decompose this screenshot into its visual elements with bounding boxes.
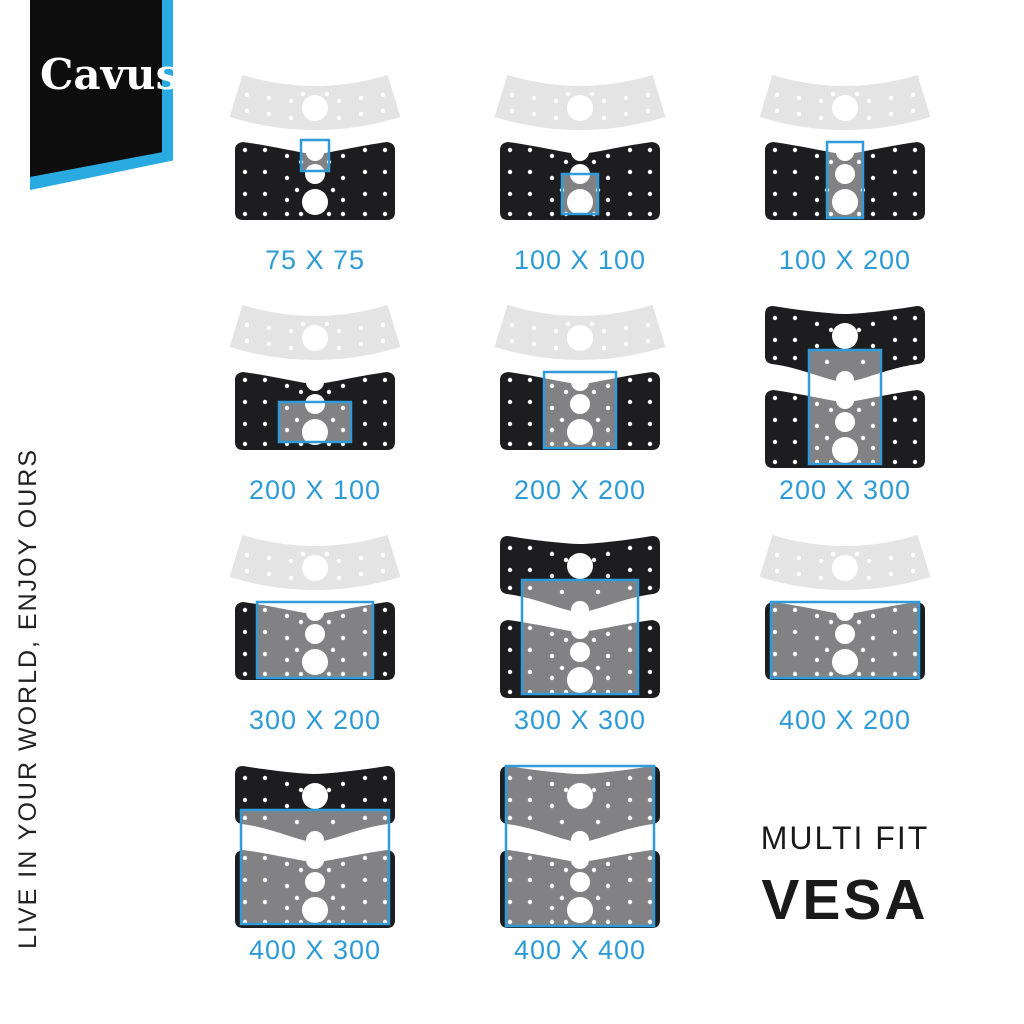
cable-holes [832, 95, 858, 121]
vesa-size-label: 200 X 200 [513, 475, 647, 505]
monitor-plate-top [766, 552, 924, 581]
vesa-size-tile [745, 528, 945, 736]
cable-holes [567, 325, 593, 351]
vesa-size-tile [215, 298, 415, 506]
monitor-plate-top [236, 92, 394, 121]
cable-holes [567, 95, 593, 121]
monitor-plate-top [766, 92, 924, 121]
vesa-size-label: 300 X 300 [513, 705, 647, 735]
vesa-pattern-rect [771, 602, 919, 678]
vesa-tile-illustration [215, 298, 415, 473]
vesa-pattern-rect [279, 402, 351, 442]
vesa-size-label: 400 X 400 [513, 935, 647, 965]
vesa-size-tile [480, 528, 680, 736]
vesa-size-tile [215, 68, 415, 276]
vesa-pattern-rect [809, 350, 881, 464]
vesa-size-tile [215, 528, 415, 736]
cable-holes [832, 555, 858, 581]
vesa-pattern-rect [301, 140, 329, 171]
vesa-size-label: 400 X 300 [248, 935, 382, 965]
vesa-size-tile [480, 758, 680, 966]
product-title-line2: VESA [761, 868, 929, 932]
vesa-size-label: 75 X 75 [264, 245, 366, 275]
vesa-size-tile [215, 758, 415, 966]
vesa-tile-illustration [745, 68, 945, 243]
vesa-pattern-rect [544, 372, 616, 448]
vesa-tile-illustration [480, 758, 680, 933]
vesa-tile-illustration [215, 528, 415, 703]
monitor-plate-top [501, 322, 659, 351]
vesa-tile-illustration [480, 528, 680, 703]
vesa-tile-illustration [480, 298, 680, 473]
vesa-pattern-rect [522, 580, 638, 694]
vesa-size-label: 100 X 100 [513, 245, 647, 275]
vesa-size-label: 400 X 200 [778, 705, 912, 735]
vesa-size-label: 200 X 100 [248, 475, 382, 505]
vesa-pattern-rect [562, 174, 598, 214]
vesa-tile-illustration [480, 68, 680, 243]
vesa-size-tile [480, 68, 680, 276]
vesa-pattern-rect [257, 602, 373, 678]
brand-logo-text: Cavus [40, 50, 180, 99]
vesa-pattern-rect [827, 142, 863, 218]
cable-holes [302, 555, 328, 581]
vesa-size-tile [480, 298, 680, 506]
cable-holes [302, 95, 328, 121]
vesa-pattern-rect [241, 810, 389, 924]
vesa-size-label: 100 X 200 [778, 245, 912, 275]
vesa-tile-illustration [215, 68, 415, 243]
brand-tagline: LIVE IN YOUR WORLD, ENJOY OURS [14, 448, 42, 949]
monitor-plate-top [501, 92, 659, 121]
vesa-pattern-rect [506, 766, 654, 926]
vesa-size-tile [745, 68, 945, 276]
cable-holes [302, 325, 328, 351]
vesa-tile-illustration [745, 528, 945, 703]
vesa-tile-illustration [745, 298, 945, 473]
product-title [745, 820, 945, 933]
vesa-size-label: 300 X 200 [248, 705, 382, 735]
vesa-size-tile [745, 298, 945, 506]
vesa-size-label: 200 X 300 [778, 475, 912, 505]
vesa-tile-illustration [215, 758, 415, 933]
monitor-plate-top [236, 322, 394, 351]
product-title-line1: MULTI FIT [760, 820, 930, 856]
monitor-plate-top [236, 552, 394, 581]
